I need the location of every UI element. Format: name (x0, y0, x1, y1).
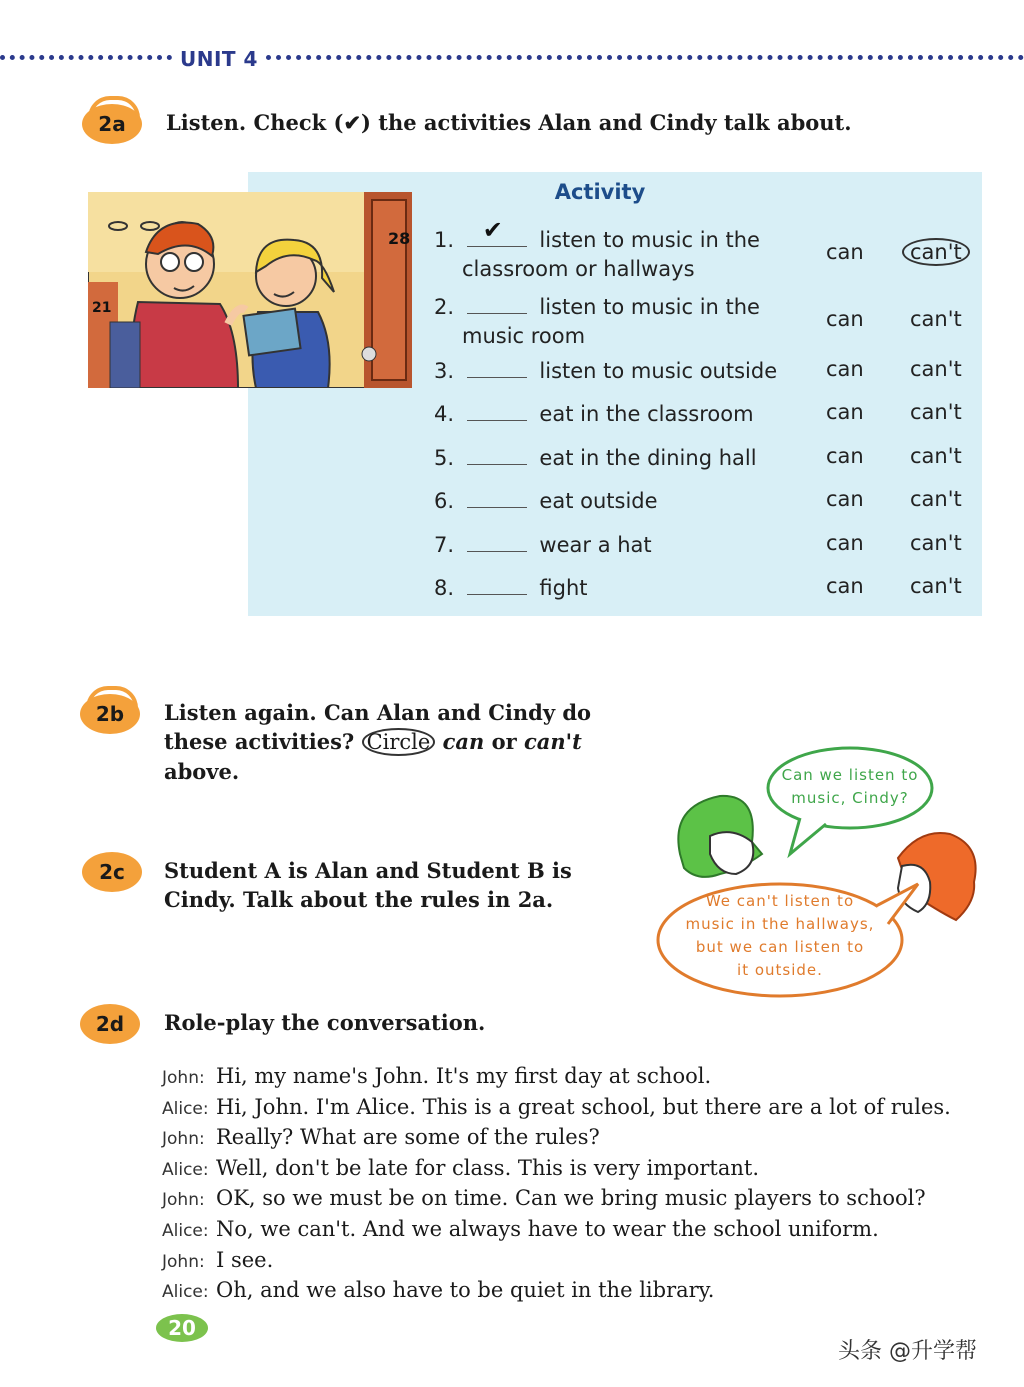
option-can[interactable]: can (826, 357, 864, 381)
or-word: or (491, 729, 517, 754)
answer-blank[interactable] (467, 572, 527, 595)
speaker: Alice: (162, 1098, 209, 1119)
answer-blank[interactable] (467, 355, 527, 378)
bubble-a-line4: it outside. (737, 961, 823, 979)
line-text: Oh, and we also have to be quiet in the library. (216, 1278, 715, 1303)
cant-word: can't (523, 729, 582, 754)
activity-row-4 (434, 398, 754, 429)
option-can[interactable]: can (826, 444, 864, 468)
answer-blank[interactable] (467, 398, 527, 421)
activity-row-3 (434, 355, 777, 386)
watermark: 头条 @升学帮 (838, 1339, 977, 1364)
option-can[interactable]: can (826, 240, 864, 264)
option-cant[interactable]: can't (910, 400, 962, 424)
header-dots-left (0, 55, 172, 60)
option-cant[interactable]: can't (910, 531, 962, 555)
instruction-2b-text: these activities? (164, 729, 355, 754)
door-number-right: 28 (388, 229, 411, 248)
conversation-line (162, 1184, 992, 1215)
activity-row-2 (434, 291, 760, 351)
activity-text: eat outside (539, 489, 658, 513)
option-can[interactable]: can (826, 400, 864, 424)
line-text: OK, so we must be on time. Can we bring music players to school? (216, 1186, 926, 1211)
row-number: 2. (434, 295, 455, 319)
bubble-q-line1: Can we listen to (781, 766, 919, 784)
speaker: John: (162, 1251, 205, 1272)
conversation-line (162, 1123, 992, 1154)
conversation-line (162, 1093, 992, 1124)
speaker: Alice: (162, 1159, 209, 1180)
answer-blank[interactable] (467, 442, 527, 465)
activity-text: listen to music in the (539, 228, 760, 252)
row-number: 5. (434, 446, 455, 470)
section-badge-2d: 2d (80, 1004, 140, 1044)
row-number: 4. (434, 402, 455, 426)
option-can[interactable]: can (826, 307, 864, 331)
activity-row-6 (434, 485, 658, 516)
conversation (162, 1062, 992, 1307)
option-can[interactable]: can (826, 574, 864, 598)
activity-text: listen to music outside (539, 359, 778, 383)
speaker: Alice: (162, 1220, 209, 1241)
row-number: 7. (434, 533, 455, 557)
option-can[interactable]: can (826, 531, 864, 555)
option-cant[interactable]: can't (910, 444, 962, 468)
activity-row-8 (434, 572, 588, 603)
option-cant[interactable]: can't (910, 487, 962, 511)
can-word: can (442, 729, 485, 754)
line-text: I see. (216, 1247, 274, 1272)
activity-text: fight (539, 576, 588, 600)
activity-text-cont: classroom or hallways (462, 257, 695, 281)
bubble-a-line2: music in the hallways, (685, 915, 875, 933)
activity-row-7 (434, 529, 652, 560)
activity-text: wear a hat (539, 533, 652, 557)
line-text: No, we can't. And we always have to wear the school uniform. (216, 1216, 879, 1241)
speaker: John: (162, 1190, 205, 1211)
speech-bubble-question (760, 764, 940, 810)
answer-blank[interactable] (467, 485, 527, 508)
instruction-2c-line1: Student A is Alan and Student B is (164, 858, 572, 883)
check-mark: ✔ (482, 216, 503, 244)
conversation-line (162, 1154, 992, 1185)
row-number: 8. (434, 576, 455, 600)
instruction-2d: Role-play the conversation. (164, 1010, 486, 1035)
instruction-2c (164, 856, 604, 914)
bubble-a-line3: but we can listen to (695, 938, 865, 956)
option-cant[interactable]: can't (910, 307, 962, 331)
option-cant-circled[interactable]: can't (902, 238, 970, 266)
bubble-q-line2: music, Cindy? (791, 789, 909, 807)
conversation-line (162, 1276, 992, 1307)
section-badge-2c: 2c (82, 852, 142, 892)
header-dots-right (266, 55, 1024, 60)
activity-text: eat in the classroom (539, 402, 754, 426)
option-cant[interactable]: can't (910, 357, 962, 381)
answer-blank[interactable] (467, 216, 527, 247)
instruction-2b-line2 (164, 727, 624, 757)
instruction-2b (164, 698, 624, 786)
section-badge-2a: 2a (82, 104, 142, 144)
row-number: 3. (434, 359, 455, 383)
unit-title: UNIT 4 (180, 47, 258, 71)
speaker: John: (162, 1129, 205, 1150)
instruction-2a: Listen. Check (✔) the activities Alan and Cindy talk about. (166, 110, 852, 135)
circle-word: Circle (362, 728, 436, 756)
activity-row-5 (434, 442, 757, 473)
activity-text: listen to music in the (539, 295, 760, 319)
conversation-line (162, 1062, 992, 1093)
line-text: Well, don't be late for class. This is very important. (216, 1155, 760, 1180)
speaker: Alice: (162, 1282, 209, 1303)
activity-title: Activity (554, 180, 646, 204)
conversation-line (162, 1215, 992, 1246)
instruction-2c-line2: Cindy. Talk about the rules in 2a. (164, 887, 554, 912)
row-number: 6. (434, 489, 455, 513)
page-number: 20 (156, 1314, 208, 1342)
instruction-2b-line3: above. (164, 759, 240, 784)
classroom-illustration (88, 192, 412, 388)
option-can[interactable]: can (826, 487, 864, 511)
answer-blank[interactable] (467, 291, 527, 314)
conversation-line (162, 1246, 992, 1277)
activity-row-1 (434, 216, 760, 284)
section-badge-2b: 2b (80, 694, 140, 734)
bubble-a-line1: We can't listen to (705, 892, 855, 910)
row-number: 1. (434, 228, 455, 252)
speech-bubble-answer (670, 890, 890, 982)
speaker: John: (162, 1068, 205, 1088)
activity-text-cont: music room (462, 324, 586, 348)
line-text: Really? What are some of the rules? (216, 1125, 600, 1150)
option-cant[interactable]: can't (910, 574, 962, 598)
answer-blank[interactable] (467, 529, 527, 552)
door-number-left: 21 (92, 300, 112, 316)
activity-text: eat in the dining hall (539, 446, 757, 470)
line-text: Hi, John. I'm Alice. This is a great school, but there are a lot of rules. (216, 1094, 951, 1119)
instruction-2b-line1: Listen again. Can Alan and Cindy do (164, 700, 592, 725)
line-text: Hi, my name's John. It's my first day at school. (216, 1064, 712, 1088)
